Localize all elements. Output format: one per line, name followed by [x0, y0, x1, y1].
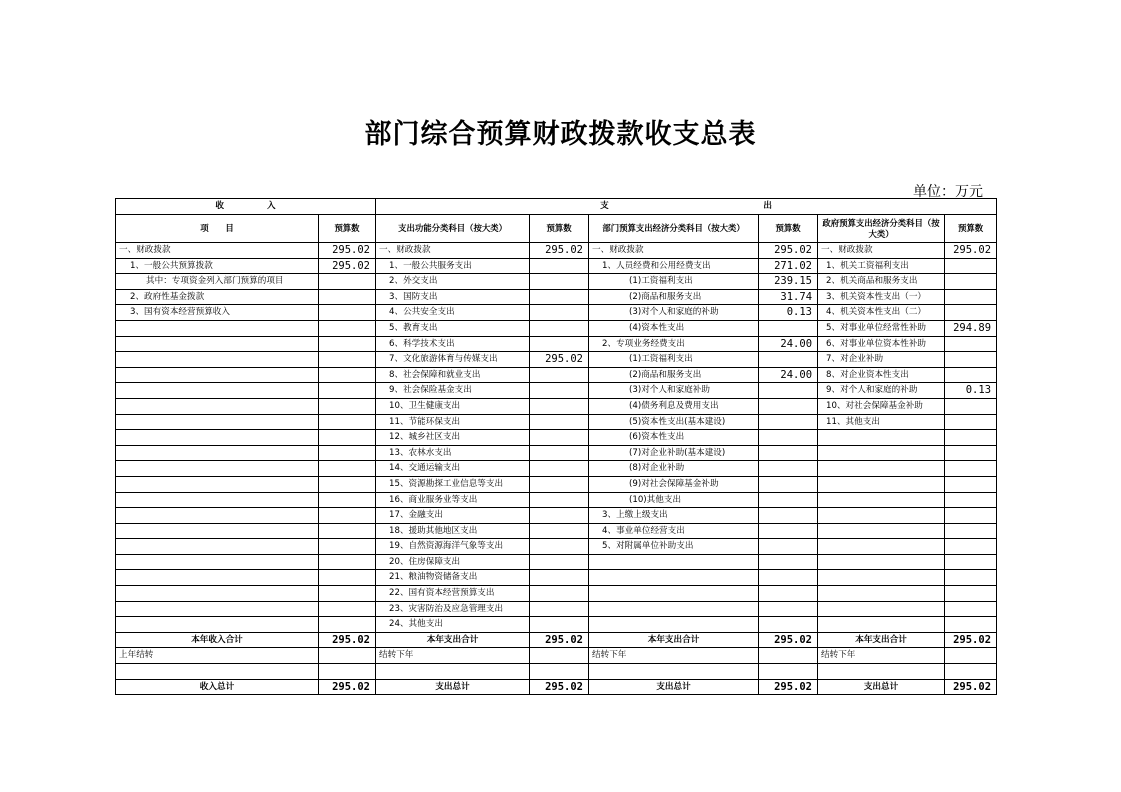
- table-cell: [530, 445, 589, 461]
- table-cell: [945, 352, 997, 368]
- table-cell: [530, 554, 589, 570]
- table-cell: [319, 430, 376, 446]
- table-cell: [818, 586, 945, 602]
- table-cell: [945, 367, 997, 383]
- table-row: [116, 289, 997, 305]
- table-cell: [945, 414, 997, 430]
- table-cell: [116, 617, 319, 633]
- table-cell: [818, 570, 945, 586]
- table-row: [116, 430, 997, 446]
- subtotal-label: 本年支出合计: [376, 632, 530, 648]
- table-cell: [116, 352, 319, 368]
- subtotal-label: 本年收入合计: [116, 632, 319, 648]
- table-row: [116, 570, 997, 586]
- table-cell: [530, 570, 589, 586]
- table-row: [116, 586, 997, 602]
- table-cell: 271.02: [759, 258, 818, 274]
- empty-cell: [945, 664, 997, 680]
- table-cell: [116, 586, 319, 602]
- table-cell: [319, 445, 376, 461]
- table-cell: [319, 383, 376, 399]
- table-cell: 5、对附属单位补助支出: [589, 539, 759, 555]
- table-cell: 295.02: [759, 243, 818, 259]
- carry-label: 结转下年: [818, 648, 945, 664]
- table-cell: 0.13: [945, 383, 997, 399]
- table-cell: [530, 274, 589, 290]
- table-cell: 其中：专项资金列入部门预算的项目: [116, 274, 319, 290]
- table-cell: 11、其他支出: [818, 414, 945, 430]
- table-cell: [319, 539, 376, 555]
- table-row: [116, 461, 997, 477]
- table-cell: [530, 305, 589, 321]
- table-cell: [818, 461, 945, 477]
- table-cell: 24.00: [759, 336, 818, 352]
- table-row: [116, 539, 997, 555]
- table-cell: [319, 461, 376, 477]
- table-cell: 16、商业服务业等支出: [376, 492, 530, 508]
- grand-total-value: 295.02: [319, 679, 376, 695]
- table-cell: [530, 367, 589, 383]
- table-cell: 8、社会保障和就业支出: [376, 367, 530, 383]
- page-title: 部门综合预算财政拨款收支总表: [364, 119, 757, 150]
- table-cell: (2)商品和服务支出: [589, 367, 759, 383]
- table-cell: [589, 617, 759, 633]
- table-cell: [945, 398, 997, 414]
- table-cell: [589, 586, 759, 602]
- table-cell: 24、其他支出: [376, 617, 530, 633]
- table-row: [116, 243, 997, 259]
- table-cell: [530, 523, 589, 539]
- table-cell: 9、对个人和家庭的补助: [818, 383, 945, 399]
- table-cell: 2、政府性基金拨款: [116, 289, 319, 305]
- table-cell: [945, 274, 997, 290]
- table-cell: 3、上缴上级支出: [589, 508, 759, 524]
- carry-value: [945, 648, 997, 664]
- table-cell: (3)对个人和家庭补助: [589, 383, 759, 399]
- table-cell: [319, 398, 376, 414]
- table-cell: [759, 352, 818, 368]
- table-row: [116, 274, 997, 290]
- table-row: [116, 445, 997, 461]
- budget-table: [115, 198, 997, 695]
- grand-total-row: [116, 679, 997, 695]
- table-cell: [818, 445, 945, 461]
- table-cell: 一、财政拨款: [376, 243, 530, 259]
- table-cell: (2)商品和服务支出: [589, 289, 759, 305]
- table-cell: [530, 258, 589, 274]
- table-cell: 4、机关资本性支出（二）: [818, 305, 945, 321]
- table-cell: [530, 430, 589, 446]
- table-cell: [759, 554, 818, 570]
- table-row: [116, 336, 997, 352]
- table-row: [116, 383, 997, 399]
- table-cell: [945, 430, 997, 446]
- table-cell: 295.02: [319, 258, 376, 274]
- table-cell: (3)对个人和家庭的补助: [589, 305, 759, 321]
- table-cell: [116, 570, 319, 586]
- table-section-header: [116, 199, 997, 215]
- carry-label: 结转下年: [589, 648, 759, 664]
- col-budget-3: 预算数: [759, 215, 818, 243]
- expense-header: 支 出: [376, 199, 997, 215]
- unit-label: 单位：万元: [913, 184, 983, 200]
- table-cell: [116, 398, 319, 414]
- grand-total-label: 收入总计: [116, 679, 319, 695]
- subtotal-value: 295.02: [945, 632, 997, 648]
- table-cell: [319, 476, 376, 492]
- table-cell: [589, 601, 759, 617]
- table-cell: 295.02: [530, 352, 589, 368]
- table-cell: 4、公共安全支出: [376, 305, 530, 321]
- table-cell: 31.74: [759, 289, 818, 305]
- table-cell: [759, 508, 818, 524]
- table-cell: [818, 430, 945, 446]
- table-cell: 6、科学技术支出: [376, 336, 530, 352]
- table-cell: [818, 539, 945, 555]
- table-cell: [116, 414, 319, 430]
- table-row: [116, 352, 997, 368]
- subtotal-row: [116, 632, 997, 648]
- table-cell: (4)资本性支出: [589, 320, 759, 336]
- subtotal-label: 本年支出合计: [589, 632, 759, 648]
- income-header: 收 入: [116, 199, 376, 215]
- table-row: [116, 398, 997, 414]
- table-cell: 21、粮油物资储备支出: [376, 570, 530, 586]
- table-cell: 14、交通运输支出: [376, 461, 530, 477]
- table-cell: (6)资本性支出: [589, 430, 759, 446]
- table-row: [116, 476, 997, 492]
- empty-cell: [376, 664, 530, 680]
- table-cell: [945, 492, 997, 508]
- table-cell: [530, 617, 589, 633]
- table-cell: [759, 398, 818, 414]
- table-cell: 239.15: [759, 274, 818, 290]
- table-cell: [945, 258, 997, 274]
- col-func-class: 支出功能分类科目（按大类）: [376, 215, 530, 243]
- table-cell: 一、财政拨款: [818, 243, 945, 259]
- table-cell: (1)工资福利支出: [589, 352, 759, 368]
- table-cell: [319, 554, 376, 570]
- carry-value: [530, 648, 589, 664]
- table-cell: (8)对企业补助: [589, 461, 759, 477]
- table-cell: 1、机关工资福利支出: [818, 258, 945, 274]
- grand-total-label: 支出总计: [589, 679, 759, 695]
- carry-label: 结转下年: [376, 648, 530, 664]
- table-cell: (4)债务利息及费用支出: [589, 398, 759, 414]
- table-cell: 10、卫生健康支出: [376, 398, 530, 414]
- table-cell: [945, 523, 997, 539]
- table-cell: [945, 476, 997, 492]
- grand-total-value: 295.02: [530, 679, 589, 695]
- table-cell: 17、金融支出: [376, 508, 530, 524]
- table-cell: [116, 492, 319, 508]
- table-cell: [530, 461, 589, 477]
- table-cell: 5、对事业单位经常性补助: [818, 320, 945, 336]
- table-cell: 5、教育支出: [376, 320, 530, 336]
- table-cell: [530, 398, 589, 414]
- table-cell: [116, 554, 319, 570]
- table-cell: 3、机关资本性支出（一）: [818, 289, 945, 305]
- empty-cell: [759, 664, 818, 680]
- table-cell: [116, 539, 319, 555]
- table-cell: [589, 570, 759, 586]
- table-cell: (10)其他支出: [589, 492, 759, 508]
- subtotal-value: 295.02: [530, 632, 589, 648]
- table-cell: [319, 617, 376, 633]
- table-cell: [116, 430, 319, 446]
- table-cell: [116, 601, 319, 617]
- table-cell: [945, 461, 997, 477]
- table-cell: [945, 305, 997, 321]
- table-cell: [530, 320, 589, 336]
- table-cell: [945, 617, 997, 633]
- table-cell: [818, 508, 945, 524]
- table-cell: 2、外交支出: [376, 274, 530, 290]
- table-cell: [116, 445, 319, 461]
- col-item: 项 目: [116, 215, 319, 243]
- empty-cell: [818, 664, 945, 680]
- table-cell: 19、自然资源海洋气象等支出: [376, 539, 530, 555]
- table-cell: [116, 320, 319, 336]
- table-cell: [759, 461, 818, 477]
- table-cell: 3、国防支出: [376, 289, 530, 305]
- table-cell: [818, 492, 945, 508]
- table-cell: [319, 336, 376, 352]
- table-cell: [530, 508, 589, 524]
- table-cell: [759, 523, 818, 539]
- table-cell: [945, 586, 997, 602]
- table-cell: 22、国有资本经营预算支出: [376, 586, 530, 602]
- table-cell: [759, 445, 818, 461]
- table-cell: [759, 492, 818, 508]
- table-cell: [319, 523, 376, 539]
- table-cell: [530, 476, 589, 492]
- table-cell: 20、住房保障支出: [376, 554, 530, 570]
- subtotal-label: 本年支出合计: [818, 632, 945, 648]
- table-cell: [319, 274, 376, 290]
- table-cell: 295.02: [530, 243, 589, 259]
- table-row: [116, 258, 997, 274]
- subtotal-value: 295.02: [319, 632, 376, 648]
- table-cell: [759, 601, 818, 617]
- carry-value: [319, 648, 376, 664]
- table-cell: 23、灾害防治及应急管理支出: [376, 601, 530, 617]
- table-cell: [818, 601, 945, 617]
- table-cell: [530, 539, 589, 555]
- table-cell: [530, 586, 589, 602]
- table-cell: [818, 476, 945, 492]
- table-cell: 7、文化旅游体育与传媒支出: [376, 352, 530, 368]
- table-cell: [945, 445, 997, 461]
- table-cell: [945, 289, 997, 305]
- table-cell: 4、事业单位经营支出: [589, 523, 759, 539]
- table-cell: 2、机关商品和服务支出: [818, 274, 945, 290]
- carry-row: [116, 648, 997, 664]
- table-cell: [116, 336, 319, 352]
- table-cell: [759, 617, 818, 633]
- table-column-header: [116, 215, 997, 243]
- table-cell: 8、对企业资本性支出: [818, 367, 945, 383]
- table-row: [116, 554, 997, 570]
- table-cell: 295.02: [945, 243, 997, 259]
- table-cell: [530, 289, 589, 305]
- table-cell: 11、节能环保支出: [376, 414, 530, 430]
- table-cell: 1、人员经费和公用经费支出: [589, 258, 759, 274]
- table-cell: 1、一般公共预算拨款: [116, 258, 319, 274]
- table-cell: [945, 554, 997, 570]
- table-row: [116, 414, 997, 430]
- table-cell: [759, 570, 818, 586]
- table-cell: [945, 336, 997, 352]
- table-cell: (9)对社会保障基金补助: [589, 476, 759, 492]
- table-cell: [319, 586, 376, 602]
- table-cell: [116, 461, 319, 477]
- table-cell: (5)资本性支出(基本建设): [589, 414, 759, 430]
- table-cell: [319, 601, 376, 617]
- col-budget-4: 预算数: [945, 215, 997, 243]
- carry-label: 上年结转: [116, 648, 319, 664]
- table-cell: [818, 523, 945, 539]
- table-row: [116, 617, 997, 633]
- table-cell: [530, 414, 589, 430]
- grand-total-value: 295.02: [945, 679, 997, 695]
- table-row: [116, 492, 997, 508]
- table-cell: [319, 305, 376, 321]
- table-cell: [116, 523, 319, 539]
- table-cell: 6、对事业单位资本性补助: [818, 336, 945, 352]
- table-cell: [319, 289, 376, 305]
- table-row: [116, 320, 997, 336]
- table-cell: 一、财政拨款: [589, 243, 759, 259]
- table-cell: 294.89: [945, 320, 997, 336]
- table-cell: 295.02: [319, 243, 376, 259]
- empty-cell: [319, 664, 376, 680]
- empty-cell: [589, 664, 759, 680]
- table-cell: [945, 539, 997, 555]
- table-cell: 12、城乡社区支出: [376, 430, 530, 446]
- table-cell: 18、援助其他地区支出: [376, 523, 530, 539]
- empty-cell: [530, 664, 589, 680]
- spacer-row: [116, 664, 997, 680]
- table-cell: [818, 554, 945, 570]
- table-cell: [530, 383, 589, 399]
- col-gov-econ: 政府预算支出经济分类科目（按大类）: [818, 215, 945, 243]
- col-budget-2: 预算数: [530, 215, 589, 243]
- table-cell: [759, 414, 818, 430]
- carry-value: [759, 648, 818, 664]
- table-row: [116, 508, 997, 524]
- table-cell: [530, 492, 589, 508]
- empty-cell: [116, 664, 319, 680]
- table-cell: [759, 476, 818, 492]
- col-dept-econ: 部门预算支出经济分类科目（按大类）: [589, 215, 759, 243]
- grand-total-label: 支出总计: [818, 679, 945, 695]
- table-cell: [759, 539, 818, 555]
- table-cell: 9、社会保险基金支出: [376, 383, 530, 399]
- table-cell: [319, 320, 376, 336]
- table-cell: [319, 352, 376, 368]
- table-cell: [945, 508, 997, 524]
- table-cell: 7、对企业补助: [818, 352, 945, 368]
- table-cell: [759, 586, 818, 602]
- table-cell: 一、财政拨款: [116, 243, 319, 259]
- table-cell: [945, 570, 997, 586]
- table-cell: [589, 554, 759, 570]
- table-cell: 10、对社会保障基金补助: [818, 398, 945, 414]
- table-row: [116, 305, 997, 321]
- table-cell: 2、专项业务经费支出: [589, 336, 759, 352]
- table-cell: 1、一般公共服务支出: [376, 258, 530, 274]
- table-cell: [530, 336, 589, 352]
- table-cell: [319, 508, 376, 524]
- table-cell: [945, 601, 997, 617]
- table-cell: (1)工资福利支出: [589, 274, 759, 290]
- table-cell: [530, 601, 589, 617]
- table-cell: (7)对企业补助(基本建设): [589, 445, 759, 461]
- table-cell: [818, 617, 945, 633]
- table-cell: [319, 492, 376, 508]
- grand-total-value: 295.02: [759, 679, 818, 695]
- subtotal-value: 295.02: [759, 632, 818, 648]
- table-cell: [116, 367, 319, 383]
- grand-total-label: 支出总计: [376, 679, 530, 695]
- table-row: [116, 367, 997, 383]
- table-cell: [319, 367, 376, 383]
- table-cell: 3、国有资本经营预算收入: [116, 305, 319, 321]
- table-row: [116, 601, 997, 617]
- table-cell: [759, 320, 818, 336]
- table-cell: 24.00: [759, 367, 818, 383]
- col-budget-1: 预算数: [319, 215, 376, 243]
- table-cell: 0.13: [759, 305, 818, 321]
- table-cell: 15、资源勘探工业信息等支出: [376, 476, 530, 492]
- table-cell: [319, 570, 376, 586]
- table-cell: [116, 508, 319, 524]
- table-cell: [319, 414, 376, 430]
- table-cell: [759, 430, 818, 446]
- table-cell: 13、农林水支出: [376, 445, 530, 461]
- table-cell: [116, 476, 319, 492]
- table-cell: [759, 383, 818, 399]
- table-row: [116, 523, 997, 539]
- table-cell: [116, 383, 319, 399]
